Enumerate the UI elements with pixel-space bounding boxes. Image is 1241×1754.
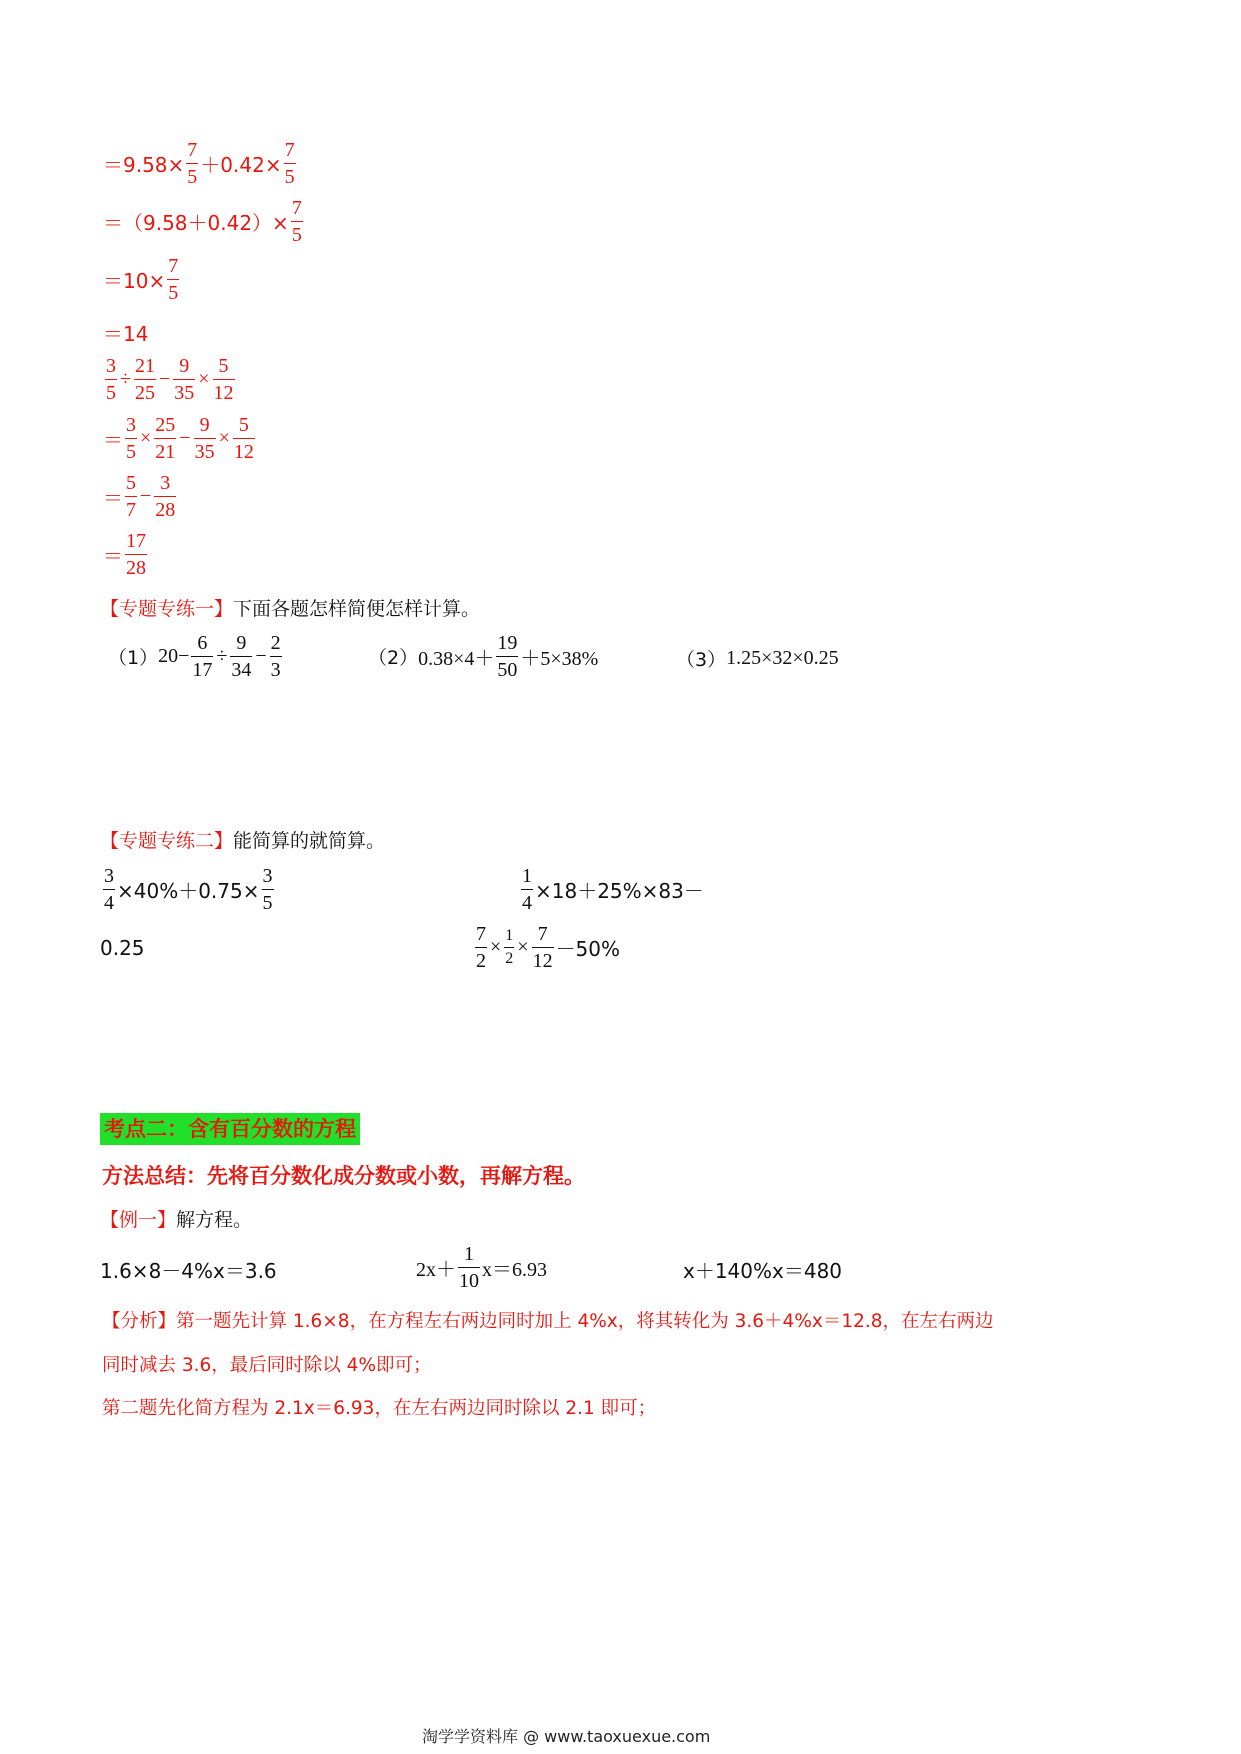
practice1-q3: [676, 645, 839, 672]
practice2-q1-continued: [100, 936, 145, 960]
question-label: （1）: [108, 647, 159, 669]
operator: −: [255, 645, 267, 667]
example-title: 【例一】: [100, 1209, 177, 1231]
expr: 0.25: [100, 936, 145, 960]
fraction: $\frac{19}{50}$: [497, 632, 518, 681]
analysis-line-1: 【分析】第一题先计算 1.6×8，在方程左右两边同时加上 4%x，将其转化为 3.6＋4%x＝12.8，在左右两边: [102, 1311, 994, 1332]
expr: ×18＋25%×83－: [535, 879, 704, 903]
fraction: $\frac{9}{35}$: [194, 414, 215, 463]
solution-expr: ＋0.42×: [200, 153, 282, 177]
fraction: $\frac{1}{4}$: [522, 865, 532, 914]
expr: ×40%＋0.75×: [117, 879, 260, 903]
operator: ×: [140, 427, 152, 449]
fraction: $\frac{3}{5}$: [262, 865, 273, 914]
question-label: （2）: [368, 647, 419, 669]
operator: −: [140, 485, 152, 507]
calc-line-3: [103, 473, 178, 520]
expr: 1.6×8－4%x＝3.6: [100, 1259, 277, 1283]
practice2-heading: [100, 826, 385, 853]
solution-line-3: [103, 256, 181, 303]
example-instruction: 解方程。: [176, 1209, 253, 1231]
operator: ÷: [216, 645, 228, 667]
fraction: $\frac{7}{5}$: [187, 139, 198, 188]
expr: 2x＋: [416, 1259, 456, 1281]
practice2-q2: [519, 866, 704, 913]
practice2-title: 【专题专练二】: [100, 830, 234, 852]
expr: x＝6.93: [482, 1259, 547, 1281]
expr: 20−: [158, 645, 190, 667]
fraction: $\frac{3}{5}$: [106, 355, 116, 404]
calc-line-2: [103, 415, 257, 462]
operator: −: [179, 427, 191, 449]
calc-line-1: [103, 356, 237, 403]
section2-title-wrap: [100, 1113, 360, 1143]
analysis-line-2: 同时减去 3.6，最后同时除以 4%即可；: [102, 1355, 432, 1376]
practice1-heading: [100, 594, 480, 621]
expr: 0.38×4＋: [418, 648, 495, 670]
fraction: $\frac{21}{25}$: [134, 355, 155, 404]
practice1-title: 【专题专练一】: [100, 598, 234, 620]
practice1-instruction: 下面各题怎样简便怎样计算。: [233, 598, 481, 620]
solution-line-1: [103, 140, 298, 187]
analysis-line-3: 第二题先化简方程为 2.1x＝6.93，在左右两边同时除以 2.1 即可；: [102, 1398, 657, 1419]
practice1-q2: [368, 633, 598, 680]
practice2-q1: [101, 866, 276, 913]
operator: ×: [517, 936, 529, 958]
footer-watermark: 淘学学资料库 @ www.taoxuexue.com: [422, 1727, 711, 1746]
fraction: $\frac{5}{12}$: [233, 414, 254, 463]
expr: x＋140%x＝480: [683, 1259, 843, 1283]
fraction: $\frac{25}{21}$: [155, 414, 176, 463]
fraction: $\frac{7}{5}$: [284, 139, 295, 188]
example-heading: [100, 1205, 252, 1232]
equation-3: [683, 1255, 842, 1284]
fraction: $\frac{1}{10}$: [459, 1243, 479, 1292]
operator: ×: [218, 427, 230, 449]
fraction: $\frac{6}{17}$: [192, 632, 213, 681]
practice1-q1: [108, 633, 284, 680]
fraction: $\frac{7}{5}$: [291, 197, 302, 246]
equals: ＝: [103, 428, 123, 452]
operator: ×: [490, 936, 502, 958]
equation-2: [416, 1244, 547, 1291]
fraction: $\frac{7}{5}$: [168, 255, 179, 304]
operator: ÷: [120, 368, 131, 390]
solution-line-2: [103, 198, 305, 245]
fraction: $\frac{9}{35}$: [174, 355, 195, 404]
practice2-q3: [473, 924, 620, 971]
solution-line-4: [103, 318, 148, 347]
fraction: $\frac{9}{34}$: [231, 632, 252, 681]
expr: ＋5×38%: [520, 648, 599, 670]
practice2-instruction: 能简算的就简算。: [233, 830, 386, 852]
fraction: $\frac{1}{2}$: [505, 927, 514, 967]
question-label: （3）: [676, 649, 727, 671]
fraction: $\frac{3}{4}$: [104, 865, 114, 914]
expr: －50%: [555, 937, 621, 961]
solution-expr: ＝10×: [103, 269, 166, 293]
solution-expr: ＝（9.58＋0.42）×: [103, 211, 289, 235]
fraction: $\frac{5}{12}$: [213, 355, 234, 404]
operator: −: [158, 368, 171, 390]
equals: ＝: [103, 486, 123, 510]
fraction: $\frac{2}{3}$: [270, 632, 281, 681]
solution-expr: ＝9.58×: [103, 153, 185, 177]
fraction: $\frac{3}{28}$: [155, 472, 176, 521]
section2-title: 考点二：含有百分数的方程: [100, 1113, 360, 1145]
solution-expr: ＝14: [103, 322, 149, 346]
fraction: $\frac{5}{7}$: [126, 472, 136, 521]
fraction: $\frac{7}{2}$: [476, 923, 486, 972]
fraction: $\frac{3}{5}$: [126, 414, 136, 463]
equals: ＝: [103, 544, 123, 568]
method-summary: 方法总结：先将百分数化成分数或小数，再解方程。: [102, 1164, 585, 1188]
expr: 1.25×32×0.25: [726, 647, 839, 669]
calc-line-4: [103, 531, 149, 578]
fraction: $\frac{7}{12}$: [532, 923, 553, 972]
operator: ×: [198, 368, 210, 390]
fraction: $\frac{17}{28}$: [126, 530, 146, 579]
equation-1: [100, 1255, 277, 1284]
